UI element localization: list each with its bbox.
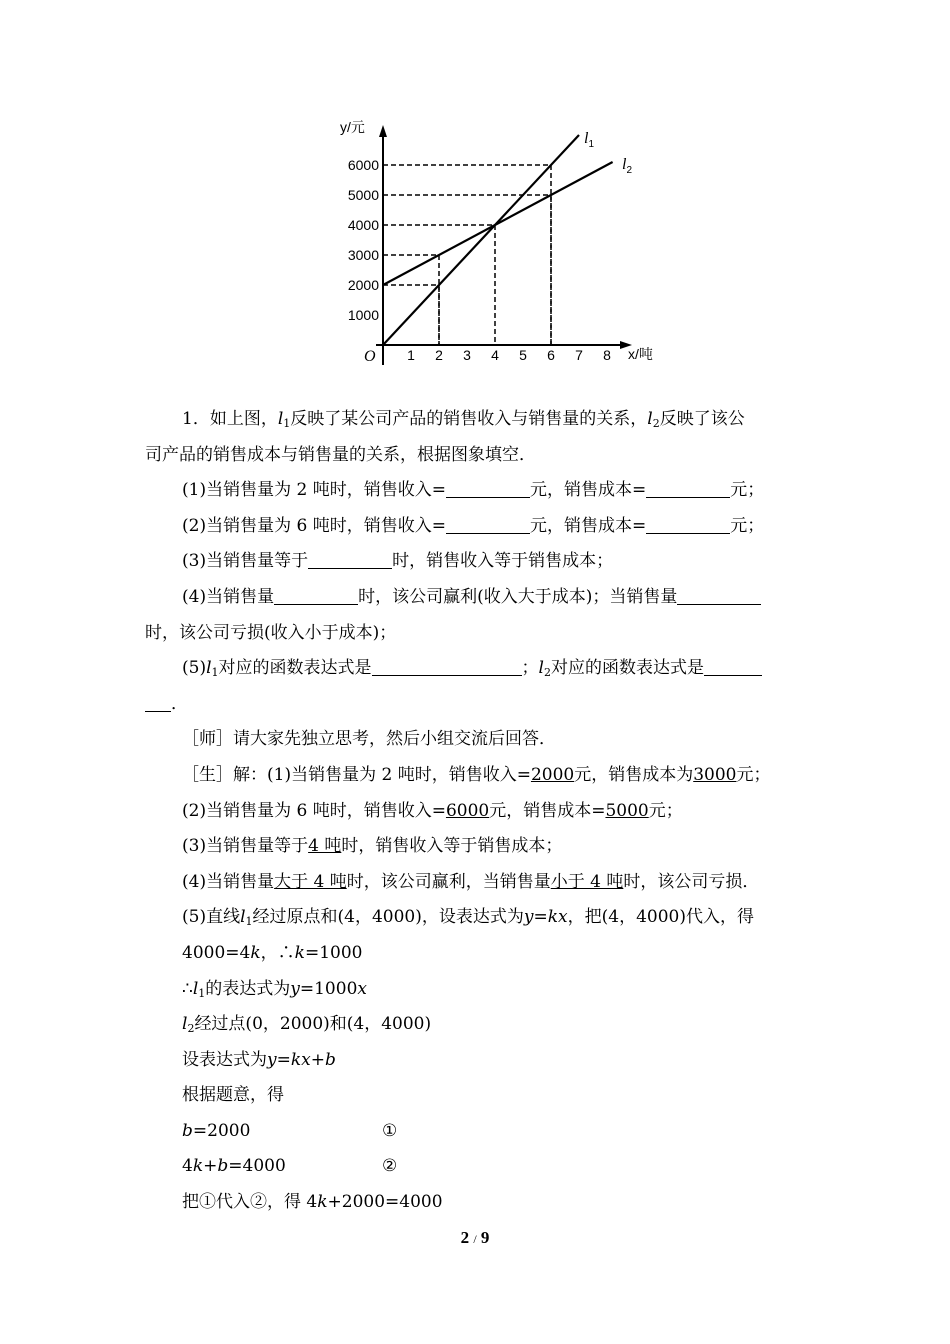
text: 把①代入②，得 4 xyxy=(182,1192,318,1213)
var-x: x xyxy=(357,978,367,999)
blank-5b-cont[interactable] xyxy=(145,691,171,712)
question-part-2 xyxy=(145,509,810,545)
x-tick-label: 6 xyxy=(547,347,555,363)
sub: 2 xyxy=(652,417,660,430)
question-part-5-line2 xyxy=(145,687,810,723)
x-tick-label: 3 xyxy=(463,347,471,363)
var-l: l xyxy=(206,658,212,679)
text: ∴ xyxy=(182,978,193,999)
equation: y=kx xyxy=(523,907,568,928)
text: (1)当销售量为 2 吨时，销售收入= xyxy=(182,480,446,501)
y-axis-arrow xyxy=(379,125,387,137)
answer-5-line2 xyxy=(145,936,810,972)
text: 时，销售收入等于销售成本； xyxy=(392,551,614,572)
text: ［师］请大家先独立思考，然后小组交流后回答． xyxy=(182,729,556,750)
text: 反映了该公 xyxy=(659,409,745,429)
var-l: l xyxy=(277,409,284,429)
sub: 1 xyxy=(211,666,219,680)
question-part-5-line1 xyxy=(145,651,810,687)
text: 经过原点和(4，4000)，设表达式为 xyxy=(252,907,524,928)
var-l: l xyxy=(182,1014,188,1035)
y-axis-label: y/元 xyxy=(340,119,365,135)
text: 时，销售收入等于销售成本； xyxy=(341,836,563,857)
blank-2b[interactable] xyxy=(646,513,730,534)
origin-label: O xyxy=(364,348,376,365)
blank-3[interactable] xyxy=(308,548,392,569)
total-pages: 9 xyxy=(480,1228,490,1247)
text: ，∴ xyxy=(260,942,295,963)
question-intro-line1 xyxy=(145,402,810,438)
text: 4 xyxy=(182,1156,193,1177)
answer-11 xyxy=(145,1149,810,1185)
y-tick-label: 6000 xyxy=(347,157,379,173)
question-part-3 xyxy=(145,544,810,580)
text: (2)当销售量为 6 吨时，销售收入= xyxy=(182,800,446,821)
text: 对应的函数表达式是 xyxy=(550,658,704,679)
text: 元； xyxy=(730,515,765,536)
y-tick-label: 4000 xyxy=(347,217,379,233)
var-k: k xyxy=(294,942,305,963)
text: 元，销售成本= xyxy=(489,800,606,821)
text: 元，销售成本= xyxy=(529,515,647,536)
graph-line-l1 xyxy=(383,135,579,345)
question-part-1 xyxy=(145,473,810,509)
text: =1000 xyxy=(299,978,358,999)
page-separator: / xyxy=(473,1232,477,1246)
text: 设表达式为 xyxy=(182,1049,267,1070)
answer-value: 6000 xyxy=(445,800,490,821)
y-tick-label: 5000 xyxy=(347,187,379,203)
sub: 2 xyxy=(187,1022,195,1036)
text: 4000=4 xyxy=(182,942,251,963)
x-tick-labels xyxy=(407,347,611,363)
var-k: k xyxy=(250,942,261,963)
x-tick-label: 1 xyxy=(407,347,415,363)
sub: 1 xyxy=(283,417,291,430)
var-l: l xyxy=(192,978,199,999)
line2-label: $l_2$ xyxy=(622,156,633,176)
text: (3)当销售量等于 xyxy=(182,836,309,857)
blank-1b[interactable] xyxy=(646,477,730,498)
text: (3)当销售量等于 xyxy=(182,551,309,572)
var-k: k xyxy=(317,1192,328,1213)
x-tick-label: 4 xyxy=(491,347,499,363)
text: 元； xyxy=(736,764,771,785)
answer-value: 大于 4 吨 xyxy=(274,871,347,892)
text: (5) xyxy=(182,658,207,679)
text: =1000 xyxy=(304,942,363,963)
y-tick-label: 1000 xyxy=(347,307,379,323)
text: (4)当销售量 xyxy=(182,871,275,892)
x-tick-label: 5 xyxy=(519,347,527,363)
answer-6 xyxy=(145,972,810,1008)
answer-5-line1 xyxy=(145,900,810,936)
answer-value: 3000 xyxy=(693,764,737,785)
sub: 1 xyxy=(245,915,253,929)
page-content xyxy=(145,402,810,1221)
text: +2000=4000 xyxy=(327,1192,443,1213)
equation-marker: ① xyxy=(382,1120,398,1141)
var-b: b xyxy=(217,1156,229,1177)
question-part-4-line1 xyxy=(145,580,810,616)
blank-4a[interactable] xyxy=(274,584,358,605)
var-l: l xyxy=(538,658,544,679)
x-axis-label: x/吨 xyxy=(628,346,653,362)
equation-marker: ② xyxy=(382,1156,398,1177)
blank-2a[interactable] xyxy=(446,513,530,534)
answer-value: 4 吨 xyxy=(308,836,342,857)
answer-2 xyxy=(145,794,810,830)
text: 经过点(0，2000)和(4，4000) xyxy=(194,1014,432,1035)
answer-9 xyxy=(145,1078,810,1114)
answer-8 xyxy=(145,1043,810,1079)
text: ［生］解：(1)当销售量为 2 吨时，销售收入= xyxy=(182,764,531,785)
text: ，把(4，4000)代入，得 xyxy=(567,907,754,928)
sub: 1 xyxy=(198,986,206,1000)
equation: y=kx+b xyxy=(267,1049,336,1070)
x-tick-label: 7 xyxy=(575,347,583,363)
answer-3 xyxy=(145,829,810,865)
text: 时，该公司赢利(收入大于成本)；当销售量 xyxy=(358,586,678,607)
var-l: l xyxy=(240,907,246,928)
blank-1a[interactable] xyxy=(446,477,530,498)
text: 的表达式为 xyxy=(205,978,291,999)
y-tick-label: 2000 xyxy=(347,277,379,293)
sub: 2 xyxy=(543,666,551,680)
text: (5)直线 xyxy=(182,907,241,928)
text: 时，该公司亏损(收入小于成本)； xyxy=(145,622,397,643)
var-y: y xyxy=(290,978,300,999)
answer-12 xyxy=(145,1185,810,1221)
answer-value: 小于 4 吨 xyxy=(550,871,624,892)
page-number xyxy=(0,1228,950,1248)
answer-7 xyxy=(145,1007,810,1043)
x-tick-label: 8 xyxy=(603,347,611,363)
text: 时，该公司亏损． xyxy=(623,871,760,892)
text: 元； xyxy=(648,800,683,821)
text: =2000 xyxy=(192,1120,251,1141)
text: 时，该公司赢利，当销售量 xyxy=(346,871,551,892)
y-tick-label: 3000 xyxy=(347,247,379,263)
graph-line-l2 xyxy=(383,162,613,285)
question-intro-line2 xyxy=(145,438,810,474)
text: 1．如上图， xyxy=(182,409,278,429)
y-tick-labels xyxy=(348,157,379,323)
var-b: b xyxy=(182,1120,193,1141)
answer-value: 5000 xyxy=(605,800,649,821)
text: 元，销售成本为 xyxy=(574,764,694,785)
question-part-4-line2 xyxy=(145,616,810,652)
text: ； xyxy=(521,658,539,679)
blank-5b[interactable] xyxy=(704,655,762,676)
function-graph xyxy=(330,115,680,380)
answer-10 xyxy=(145,1114,810,1150)
text: ． xyxy=(171,693,188,714)
text: 司产品的销售成本与销售量的关系，根据图象填空． xyxy=(145,444,536,465)
text: + xyxy=(203,1156,218,1177)
text: (2)当销售量为 6 吨时，销售收入= xyxy=(182,515,446,536)
graph-lines xyxy=(383,135,613,345)
answer-1 xyxy=(145,758,810,794)
current-page: 2 xyxy=(460,1228,470,1247)
text: =4000 xyxy=(228,1156,286,1177)
x-tick-label: 2 xyxy=(435,347,443,363)
var-k: k xyxy=(192,1156,204,1177)
text: 根据题意，得 xyxy=(182,1085,284,1106)
text: 元，销售成本= xyxy=(529,480,647,501)
text: 对应的函数表达式是 xyxy=(218,658,372,679)
answer-value: 2000 xyxy=(530,764,575,785)
text: (4)当销售量 xyxy=(182,586,275,607)
var-l: l xyxy=(647,409,653,429)
blank-4b[interactable] xyxy=(677,584,761,605)
blank-5a[interactable] xyxy=(372,655,522,676)
line1-label: $l_1$ xyxy=(584,130,595,150)
answer-4 xyxy=(145,865,810,901)
text: 元； xyxy=(730,480,765,501)
text: 反映了某公司产品的销售收入与销售量的关系， xyxy=(290,409,648,429)
teacher-line xyxy=(145,722,810,758)
